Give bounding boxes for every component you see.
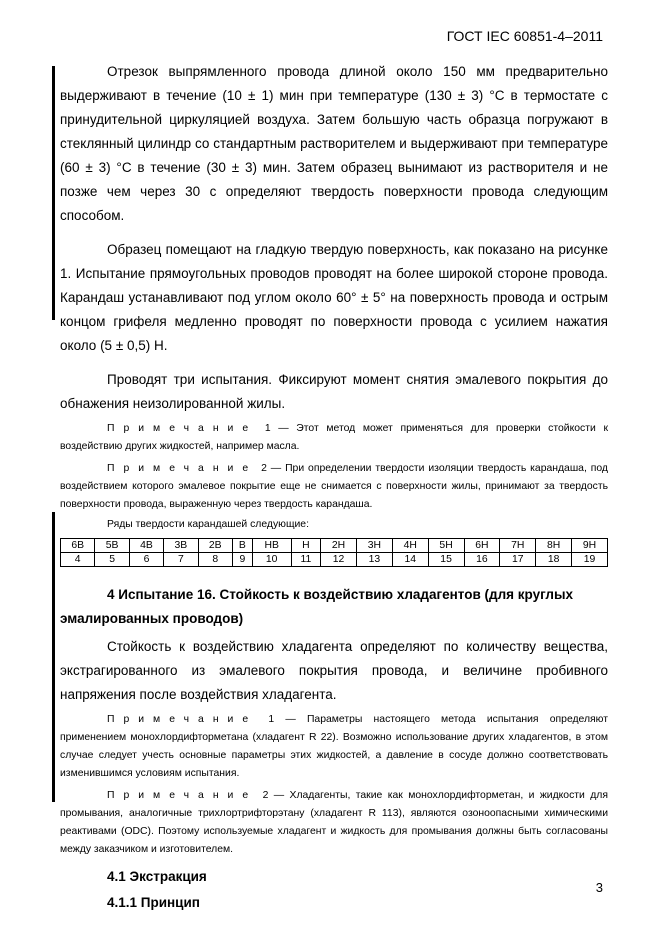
note-number: 2 xyxy=(261,463,267,474)
table-cell: 17 xyxy=(500,553,536,567)
note-number: 1 xyxy=(264,423,271,434)
section-4-heading: 4 Испытание 16. Стойкость к воздействию хладагентов (для круглых эмалированных проводов) xyxy=(60,587,574,626)
table-cell: 9Н xyxy=(572,539,608,553)
paragraph-pencil-test: Образец помещают на гладкую твердую поверхность, как показано на рисунке 1. Испытание прямоугольных проводов проводят на более широкой стороне провода. Карандаш устанавливают под углом около 60° ± 5° на поверхность провода и острым концом грифеля медленно проводят по поверхности провода с усилием нажатия около (5 ± 0,5) Н. xyxy=(60,242,608,353)
table-cell: 8Н xyxy=(536,539,572,553)
note-text: — Этот метод может применяться для проверки стойкости к воздействию других жидкостей, например масла. xyxy=(60,423,608,452)
note-text: — При определении твердости изоляции твердость карандаша, под воздействием которого эмалевое покрытие еще не снимается с поверхности жилы, принимают за твердость поверхности провода, выраженную через твердость карандаша. xyxy=(60,463,608,510)
table-cell: 2Н xyxy=(321,539,357,553)
page-number: 3 xyxy=(595,880,603,895)
note-text: — Параметры настоящего метода испытания определяют применением монохлордифторметана (хладагент R 22). Возможно использование других хладагентов, в этом случае следует учесть основные параметры этих жидкостей, а давление в сосуде должно соответствовать изменившимся условиям испытания. xyxy=(60,714,609,779)
table-row-grades xyxy=(61,539,608,553)
change-bar-bottom xyxy=(52,512,55,802)
table-cell: 3Н xyxy=(356,539,392,553)
page-content xyxy=(60,60,608,915)
note-label: Примечание xyxy=(107,790,258,801)
table-cell: НВ xyxy=(252,539,291,553)
subsection-4-1-1-heading: 4.1.1 Принцип xyxy=(107,895,200,910)
table-cell: 7Н xyxy=(500,539,536,553)
table-cell: 5Н xyxy=(428,539,464,553)
paragraph-preconditioning: Отрезок выпрямленного провода длиной около 150 мм предварительно выдерживают в течение (10 ± 1) мин при температуре (130 ± 3) °С в термостате с принудительной циркуляцией воздуха. Затем большую часть образца погружают в стеклянный цилиндр со стандартным растворителем и выдерживают при температуре (60 ± 3) °С в течение (30 ± 3) мин. Затем образец вынимают из растворителя и не позже чем через 30 с определяют твердость поверхности провода следующим способом. xyxy=(60,64,608,223)
subsection-4-1-heading: 4.1 Экстракция xyxy=(107,869,207,884)
note-1 xyxy=(60,420,608,456)
table-cell: 16 xyxy=(464,553,500,567)
table-cell: 11 xyxy=(291,553,321,567)
table-row-numbers xyxy=(61,553,608,567)
paragraph-three-tests: Проводят три испытания. Фиксируют момент снятия эмалевого покрытия до обнажения неизолированной жилы. xyxy=(60,372,608,411)
table-cell: 4В xyxy=(129,539,163,553)
document-header: ГОСТ IEC 60851-4–2011 xyxy=(446,28,603,44)
table-cell: 19 xyxy=(572,553,608,567)
table-cell: В xyxy=(232,539,252,553)
section-4-body: Стойкость к воздействию хладагента определяют по количеству вещества, экстрагированного из эмалевого покрытия провода, и величине пробивного напряжения после воздействия хладагента. xyxy=(60,639,608,702)
table-cell: 3В xyxy=(164,539,198,553)
table-cell: 8 xyxy=(198,553,232,567)
table-cell: 4Н xyxy=(392,539,428,553)
section-4-note-1 xyxy=(60,711,608,783)
table-cell: 5В xyxy=(95,539,129,553)
section-4-note-2 xyxy=(60,787,608,859)
table-cell: 6В xyxy=(61,539,95,553)
table-cell: 7 xyxy=(164,553,198,567)
note-2 xyxy=(60,460,608,514)
table-cell: 6Н xyxy=(464,539,500,553)
table-cell: 9 xyxy=(232,553,252,567)
pencil-hardness-table xyxy=(60,538,608,567)
table-cell: 14 xyxy=(392,553,428,567)
table-cell: 18 xyxy=(536,553,572,567)
note-label: Примечание xyxy=(107,463,258,474)
change-bar-top xyxy=(52,66,55,320)
hardness-series-intro: Ряды твердости карандашей следующие: xyxy=(107,519,309,530)
note-label: Примечание xyxy=(107,423,258,434)
table-cell: 15 xyxy=(428,553,464,567)
table-cell: 12 xyxy=(321,553,357,567)
table-cell: 6 xyxy=(129,553,163,567)
note-number: 2 xyxy=(262,790,269,801)
note-number: 1 xyxy=(268,714,275,725)
table-cell: 2В xyxy=(198,539,232,553)
note-text: — Хладагенты, такие как монохлордифторметан, и жидкости для промывания, аналогичные трихлортрифторэтану (хладагент R 113), являются озоноопасными химическими реактивами (ODC). Поэтому используемые хладагент и жидкость для промывания должны быть согласованы между заказчиком и изготовителем. xyxy=(60,790,608,855)
table-cell: 10 xyxy=(252,553,291,567)
table-cell: 4 xyxy=(61,553,95,567)
table-cell: 13 xyxy=(356,553,392,567)
table-cell: 5 xyxy=(95,553,129,567)
table-cell: Н xyxy=(291,539,321,553)
note-label: Примечание xyxy=(107,714,258,725)
